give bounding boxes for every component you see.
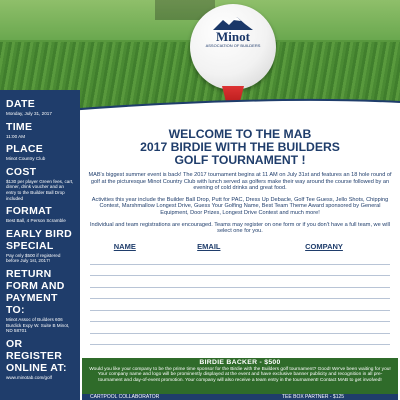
name-cell[interactable] (90, 287, 160, 299)
company-cell[interactable] (252, 287, 390, 299)
intro-paragraph: MAB's biggest summer event is back! The 2017 tournament begins at 11 AM on July 31st and features an 18 hole round of golf at the picturesque Minot Country Club with lunch served as golfers make their way around the course followed by an evening of cold drinks and great food. (88, 172, 392, 192)
cost-heading: COST (6, 165, 37, 178)
title-line-1: WELCOME TO THE MAB (168, 127, 312, 141)
time-value: 11:00 AM (6, 133, 26, 139)
registration-row (90, 264, 390, 276)
tee-box-partner-label: TEE BOX PARTNER - $125 (282, 394, 345, 400)
registration-row (90, 310, 390, 322)
registration-paragraph: Individual and team registrations are encouraged. Teams may register on one form or if you don't have a full team, we will select one for you. (89, 221, 391, 235)
format-heading: FORMAT (6, 205, 52, 218)
name-cell[interactable] (90, 253, 160, 265)
registration-row (90, 287, 390, 299)
registration-table (90, 241, 390, 346)
early-bird-value: Pay only $500 if registered before July 1st, 2017! (6, 252, 61, 264)
date-value: Monday, July 31, 2017 (6, 111, 52, 116)
company-cell[interactable] (252, 322, 390, 334)
register-url-link[interactable]: www.minotab.com/golf (6, 374, 52, 380)
place-value: Minot Country Club (6, 156, 46, 162)
mountain-icon (213, 16, 253, 30)
return-heading: RETURN FORM AND PAYMENT TO: (6, 267, 65, 316)
email-cell[interactable] (160, 333, 252, 345)
register-online-heading: OR REGISTER ONLINE AT: (6, 337, 67, 374)
company-cell[interactable] (252, 264, 390, 276)
birdie-backer-description: Would you like your company to be the prime time sponsor for the Birdie with the Builders golf tournament? Good! We've been waiting for you! Your company name and logo will be prominently displayed at the event and have exclusive banner publicity and recognition in all pre-tournament and day-of-event promotion. Your company will also receive a team entry in the tournament! Contact MAB to get involved! (89, 367, 391, 383)
company-cell[interactable] (252, 276, 390, 288)
activities-paragraph: Activities this year include the Builder Ball Drop, Putt for PAC, Dress Up Debacle, Golf Tee Guess, Jello Shots, Chipping Contest, Marshmallow Longest Drive, Guess Your Golfing Name, Best Team Theme Award sponsored by General Equipment, Door Prizes, Longest Drive Contest and much more! (91, 196, 389, 216)
birdie-backer-title: BIRDIE BACKER - $500 (199, 359, 281, 366)
return-address: Minot Assoc of Builders 606 Burdick Expy W. Suite B Minot, ND 58701 (6, 316, 70, 334)
name-cell[interactable] (90, 299, 160, 311)
company-cell[interactable] (252, 253, 390, 265)
name-cell[interactable] (90, 310, 160, 322)
company-cell[interactable] (252, 299, 390, 311)
minot-logo (204, 16, 262, 62)
registration-row (90, 253, 390, 265)
registration-rows (90, 253, 390, 345)
company-column-header: COMPANY (305, 242, 343, 252)
email-cell[interactable] (160, 310, 252, 322)
email-cell[interactable] (160, 322, 252, 334)
name-cell[interactable] (90, 322, 160, 334)
company-cell[interactable] (252, 310, 390, 322)
cost-value: $130 per player Green fees, cart, dinner, drink voucher and an entry to the Builder Ball Drop included (6, 178, 74, 201)
registration-row (90, 333, 390, 345)
name-cell[interactable] (90, 333, 160, 345)
email-cell[interactable] (160, 287, 252, 299)
cartpool-collaborator-label: CARTPOOL COLLABORATOR (90, 394, 160, 400)
event-info-sidebar (0, 90, 80, 400)
email-cell[interactable] (160, 253, 252, 265)
registration-header-row (90, 241, 390, 253)
company-cell[interactable] (252, 333, 390, 345)
email-cell[interactable] (160, 264, 252, 276)
registration-row (90, 322, 390, 334)
format-value: Best Ball, 4 Person Scramble (6, 218, 66, 224)
email-column-header: EMAIL (197, 242, 221, 252)
title-line-3: GOLF TOURNAMENT ! (174, 153, 306, 167)
date-heading: DATE (6, 98, 36, 110)
registration-row (90, 276, 390, 288)
registration-row (90, 299, 390, 311)
email-cell[interactable] (160, 276, 252, 288)
birdie-backer-banner (82, 358, 398, 394)
sponsor-level-bar (82, 394, 398, 400)
logo-subtitle: ASSOCIATION OF BUILDERS (205, 43, 261, 48)
place-heading: PLACE (6, 143, 44, 156)
early-bird-heading: EARLY BIRD SPECIAL (6, 227, 73, 252)
name-column-header: NAME (113, 242, 136, 252)
name-cell[interactable] (90, 264, 160, 276)
logo-name: Minot (216, 29, 250, 44)
title-line-2: 2017 BIRDIE WITH THE BUILDERS (140, 140, 340, 154)
name-cell[interactable] (90, 276, 160, 288)
email-cell[interactable] (160, 299, 252, 311)
time-heading: TIME (6, 120, 33, 133)
